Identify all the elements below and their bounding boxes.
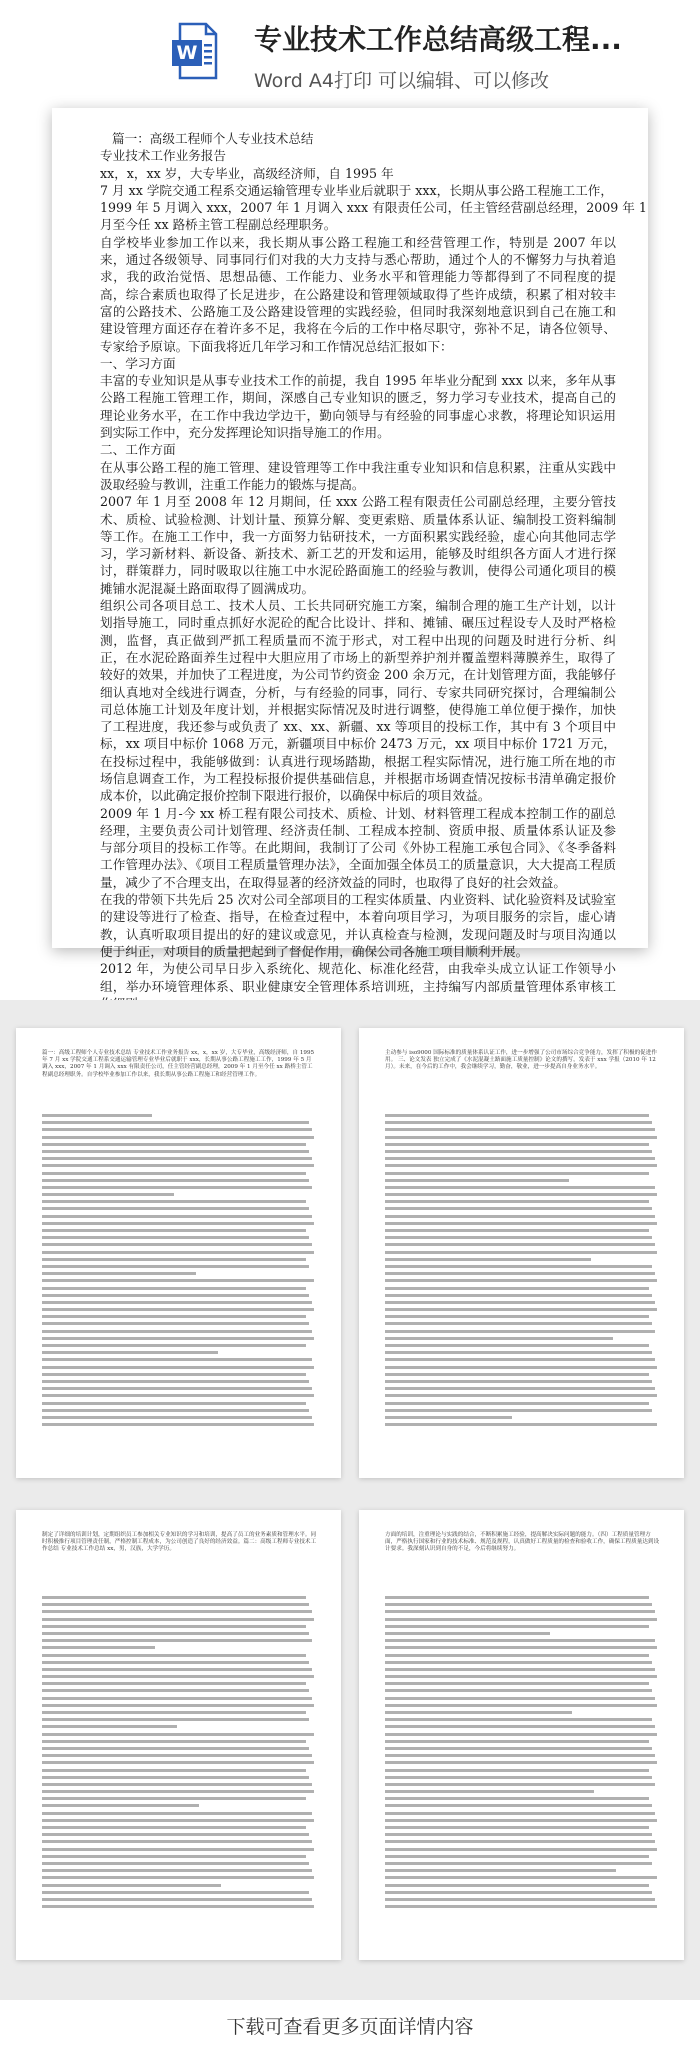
thumbnail-text-line	[42, 1855, 306, 1858]
thumbnail-text-line	[385, 1114, 649, 1117]
thumbnail-text-line	[42, 1358, 312, 1361]
thumbnail-text-lines	[385, 1114, 660, 1430]
thumbnail-text-line	[385, 1898, 655, 1901]
thumbnail-text-line	[42, 1157, 312, 1160]
thumbnail-text-line	[385, 1215, 655, 1218]
thumbnail-text-line	[42, 1172, 306, 1175]
thumbnail-text-line	[42, 1251, 314, 1254]
thumbnail-text-line	[385, 1618, 657, 1621]
thumbnail-text-line	[42, 1733, 314, 1736]
thumbnail-text-line	[385, 1366, 657, 1369]
thumbnail-text-line	[42, 1265, 309, 1268]
svg-text:W: W	[176, 42, 198, 64]
thumbnail-text-line	[42, 1136, 314, 1139]
thumbnail-text-line	[42, 1804, 199, 1807]
thumbnail-text-line	[42, 1164, 314, 1167]
thumbnail-text-line	[385, 1833, 652, 1836]
thumbnail-text-line	[385, 1711, 572, 1714]
thumbnail-text-line	[385, 1840, 655, 1843]
section-heading: 一、学习方面	[100, 355, 176, 371]
thumbnail-text: 主动参与 iso9000 国际标准的质量体系认证工作，进一步增强了公司市场综合竞争能力，发挥了积极的促进作用。 三、论文发表 独立完成了《水泥混凝土路面施工质量控制》论文的撰写，发表于 xxx 学报（2010 年 12 月）。未来，在今后的工作中，我会继续学习，勤奋，敬业，进一步提高自身业务水平。	[385, 1050, 657, 1071]
thumbnail-text: 篇一：高级工程师个人专业技术总结 专业技术工作业务报告 xx，x，xx 岁，大专毕业，高级经济师，自 1995 年 7 月 xx 学院交通工程系交通运输管理专业毕业后就职于 xxx，长期从事公路工程施工工作，1999 年 5 月调入 xxx，2007 年 1 月调入 xxx 有限责任公司，任主管经营副总经理，2009 年 1 月至今任 xx 路桥主管工程副总经理职务。自学校毕业参加工作以来，我长期从事公路工程施工和经营管理工作。	[42, 1050, 315, 1078]
thumbnail-text-line	[385, 1891, 652, 1894]
document-header	[0, 0, 700, 110]
thumbnail-text-line	[385, 1409, 652, 1412]
thumbnail-text-line	[385, 1251, 657, 1254]
thumbnail-text-line	[385, 1358, 655, 1361]
thumbnail-text-line	[385, 1718, 652, 1721]
thumbnail-text-line	[385, 1747, 652, 1750]
thumbnail-text-line	[385, 1164, 657, 1167]
thumbnail-text-line	[42, 1869, 312, 1872]
thumbnail-text-line	[42, 1754, 312, 1757]
thumbnail-text-line	[42, 1416, 312, 1419]
thumbnail-text-line	[42, 1718, 309, 1721]
thumbnail-text-lines	[42, 1114, 317, 1430]
thumbnail-text-line	[385, 1294, 652, 1297]
thumbnail-text-line	[42, 1826, 306, 1829]
thumbnail-text-line	[385, 1639, 655, 1642]
thumbnail-text-line	[385, 1229, 649, 1232]
thumbnail-text-line	[42, 1704, 314, 1707]
document-line: 7 月 xx 学院交通工程系交通运输管理专业毕业后就职于 xxx，长期从事公路工程施工工作，	[100, 182, 613, 198]
thumbnail-text-line	[385, 1819, 657, 1822]
thumbnail-text-line	[42, 1761, 314, 1764]
thumbnail-text-line	[385, 1776, 652, 1779]
thumbnail-text-line	[385, 1884, 649, 1887]
thumbnail-text-line	[42, 1380, 309, 1383]
thumbnail-text-line	[385, 1646, 657, 1649]
thumbnail-text-line	[385, 1186, 655, 1189]
page-thumbnails-area	[0, 1000, 700, 2000]
thumbnail-text-line	[385, 1790, 594, 1793]
thumbnail-text-line	[385, 1179, 569, 1182]
thumbnail-text-line	[385, 1351, 652, 1354]
thumbnail-text-line	[42, 1373, 306, 1376]
thumbnail-text-line	[42, 1301, 312, 1304]
thumbnail-text-line	[42, 1222, 314, 1225]
thumbnail-text-line	[42, 1711, 306, 1714]
thumbnail-text-line	[385, 1301, 655, 1304]
thumbnail-text-line	[385, 1812, 655, 1815]
thumbnail-text-line	[385, 1279, 657, 1282]
thumbnail-text-line	[42, 1143, 306, 1146]
thumbnail-text-line	[385, 1826, 649, 1829]
thumbnail-text-line	[385, 1603, 652, 1606]
thumbnail-text-line	[42, 1258, 306, 1261]
document-paragraph: 在我的带领下共先后 25 次对公司全部项目的工程实体质量、内业资料、试化验资料及试验室的建设等进行了检查、指导，在检查过程中，本着向项目学习，为项目服务的宗旨，虚心请教，认真听取项目提出的好的建议或意见，并认真检查与检测，发现问题及时与项目沟通以便于纠正，对项目的质量把起到了督促作用，确保公司各施工项目顺利开展。	[100, 892, 616, 959]
document-heading: 篇一：高级工程师个人专业技术总结	[112, 131, 314, 146]
view-more-link[interactable]: 下载可查看更多页面详情内容	[226, 2016, 474, 2038]
thumbnail-text-line	[385, 1387, 655, 1390]
thumbnail-text-line	[42, 1769, 306, 1772]
thumbnail-text-line	[42, 1200, 306, 1203]
thumbnail-text-line	[385, 1769, 649, 1772]
thumbnail-text-line	[385, 1733, 657, 1736]
thumbnail-text-line	[42, 1740, 306, 1743]
thumbnail-text-line	[385, 1761, 657, 1764]
footer	[0, 2000, 700, 2046]
thumbnail-text-line	[42, 1833, 309, 1836]
thumbnail-text-line	[42, 1272, 196, 1275]
thumbnail-text-line	[42, 1891, 309, 1894]
thumbnail-text-line	[385, 1272, 655, 1275]
thumbnail-text-line	[385, 1394, 657, 1397]
thumbnail-text-line	[42, 1675, 314, 1678]
page-thumbnail[interactable]	[16, 1510, 341, 1960]
thumbnail-text-line	[385, 1150, 652, 1153]
document-line: 月至今任 xx 路桥主管工程副总经理职务。	[100, 217, 337, 233]
document-paragraph: 组织公司各项目总工、技术人员、工长共同研究施工方案，编制合理的施工生产计划，以计划指导施工，同时重点抓好水泥砼的配合比设计、拌和、摊铺、碾压过程设专人及时严格检测，监督，真正做到严抓工程质量而不流于形式，对工程中出现的问题及时进行分析、纠正，在水泥砼路面养生过程中大胆应用了市场上的新型养护剂并覆盖塑料薄膜养生，取得了较好的效果，并加快了工程进度，为公司节约资金 200 余万元，在计划管理方面，我能够仔细认真地对全线进行调查，分析，与有经验的同事，同行、专家共同研究探讨，合理编制公司总体施工计划及年度计划，并根据实际情况及时进行调整，使得施工单位便于操作，加快了工程进度，我还参与或负责了 xx、xx、新疆、xx 等项目的投标工作，其中有 3 个项目中标，xx 项目中标价 1068 万元，新疆项目中标价 2473 万元，xx 项目中标价 1721 万元，在投标过程中，我能够做到：认真进行现场踏勘，根据工程实际情况，进行施工所在地的市场信息调查工作，为工程投标报价提供基础信息，并根据市场调查情况按标书清单确定报价成本价，以此确定报价控制下限进行报价，以确保中标后的项目效益。	[100, 598, 616, 804]
thumbnail-text-line	[42, 1646, 155, 1649]
thumbnail-text-line	[42, 1682, 306, 1685]
document-paragraph: 2009 年 1 月-今 xx 桥工程有限公司技术、质检、计划、材料管理工程成本控制工作的副总经理，主要负责公司计划管理、经济责任制、工程成本控制、资质申报、质量体系认证及参与部分项目的投标工作等。在此期间，我制订了公司《外协工程施工承包合同》、《冬季备料工作管理办法》、《项目工程质量管理办法》，全面加强全体员工的质量意识，大大提高工程质量，减少了不合理支出，在取得显著的经济效益的同时，也取得了良好的社会效益。	[100, 805, 616, 890]
thumbnail-text-line	[42, 1409, 309, 1412]
thumbnail-text-line	[385, 1869, 616, 1872]
section-heading: 二、工作方面	[100, 442, 176, 458]
thumbnail-text-line	[385, 1308, 657, 1311]
thumbnail-text-line	[42, 1790, 314, 1793]
thumbnail-text-line	[42, 1279, 314, 1282]
thumbnail-text-line	[42, 1128, 312, 1131]
thumbnail-text-line	[385, 1661, 652, 1664]
thumbnail-text-line	[42, 1337, 314, 1340]
thumbnail-text-line	[42, 1366, 314, 1369]
thumbnail-text-line	[42, 1862, 309, 1865]
thumbnail-text-line	[42, 1179, 309, 1182]
thumbnail-text-line	[385, 1783, 655, 1786]
thumbnail-text-line	[385, 1675, 657, 1678]
thumbnail-text-line	[385, 1143, 649, 1146]
thumbnail-text-line	[42, 1876, 314, 1879]
document-line: xx，x，xx 岁，大专毕业，高级经济师，自 1995 年	[100, 165, 394, 181]
document-subtitle: Word A4打印 可以编辑、可以修改	[254, 70, 550, 92]
thumbnail-text-line	[42, 1294, 309, 1297]
document-line: 专业技术工作业务报告	[100, 148, 226, 164]
thumbnail-text-line	[385, 1423, 657, 1426]
thumbnail-text-lines	[385, 1596, 660, 1912]
thumbnail-text-line	[385, 1862, 652, 1865]
thumbnail-text-line	[385, 1596, 649, 1599]
thumbnail-text-line	[385, 1754, 655, 1757]
thumbnail-text-line	[42, 1287, 306, 1290]
thumbnail-text-line	[42, 1776, 309, 1779]
thumbnail-text-line	[42, 1150, 309, 1153]
document-line: 1999 年 5 月调入 xxx，2007 年 1 月调入 xxx 有限责任公司，任主管经营副总经理，2009 年 1	[100, 200, 647, 216]
thumbnail-text-line	[42, 1351, 218, 1354]
thumbnail-text-line	[385, 1668, 655, 1671]
thumbnail-text-line	[385, 1704, 657, 1707]
thumbnail-text-line	[42, 1193, 174, 1196]
thumbnail-text-line	[385, 1157, 655, 1160]
thumbnail-text-line	[385, 1689, 652, 1692]
thumbnail-text-line	[385, 1876, 657, 1879]
thumbnail-text-line	[385, 1804, 652, 1807]
thumbnail-text-line	[42, 1639, 312, 1642]
thumbnail-text-line	[385, 1697, 655, 1700]
thumbnail-text-line	[42, 1819, 314, 1822]
thumbnail-text-line	[385, 1322, 652, 1325]
thumbnail-text-line	[385, 1654, 649, 1657]
page-thumbnail[interactable]	[16, 1028, 341, 1478]
thumbnail-text-line	[385, 1265, 652, 1268]
thumbnail-text-line	[42, 1884, 221, 1887]
thumbnail-text: 制定了详细的培训计划，定期组织员工参加相关专业知识的学习和培训，提高了员工的业务素质和管理水平。同时积极推行项目管理责任制，严格控制工程成本，为公司创造了良好的经济效益。篇二：高级工程师专业技术工作总结 专业技术工作总结 xx，男，汉族，大学学历。	[42, 1532, 317, 1553]
document-paragraph: 在从事公路工程的施工管理、建设管理等工作中我注重专业知识和信息积累，注重从实践中汲取经验与教训，注重工作能力的锻炼与提高。	[100, 459, 616, 492]
thumbnail-text-line	[385, 1258, 591, 1261]
thumbnail-text-line	[385, 1243, 655, 1246]
thumbnail-text-line	[42, 1236, 309, 1239]
document-title: 专业技术工作总结高级工程...	[254, 23, 622, 56]
page-thumbnail[interactable]	[359, 1028, 684, 1478]
thumbnail-text-line	[42, 1344, 306, 1347]
thumbnail-text-line	[385, 1848, 657, 1851]
thumbnail-text-line	[385, 1373, 649, 1376]
thumbnail-text-line	[42, 1618, 314, 1621]
thumbnail-text-lines	[42, 1596, 317, 1912]
thumbnail-text-line	[42, 1315, 306, 1318]
thumbnail-text-line	[385, 1682, 649, 1685]
thumbnail-text-line	[385, 1632, 550, 1635]
document-paragraph: 自学校毕业参加工作以来，我长期从事公路工程施工和经营管理工作，特别是 2007 年以来，通过各级领导、同事同行们对我的大力支持与悉心帮助，通过个人的不懈努力与执着追求，我的政治觉悟、思想品德、工作能力、业务水平和管理能力等都得到了不同程度的提高，综合素质也取得了长足进步，在公路建设和管理领域取得了些许成绩，积累了相对较丰富的公路技术、公路施工及公路建设管理的实践经验，但同时我深刻地意识到自己在施工和建设管理方面还存在着许多不足，我将在今后的工作中格尽职守，弥补不足，请各位领导、专家给予原谅。下面我将近几年学习和工作情况总结汇报如下：	[100, 234, 616, 354]
thumbnail-text-line	[385, 1416, 512, 1419]
thumbnail-text-line	[42, 1322, 309, 1325]
thumbnail-text-line	[42, 1603, 309, 1606]
thumbnail-text-line	[385, 1402, 649, 1405]
thumbnail-text-line	[42, 1697, 312, 1700]
thumbnail-text-line	[385, 1200, 649, 1203]
document-paragraph: 丰富的专业知识是从事专业技术工作的前提，我自 1995 年毕业分配到 xxx 以来，多年从事公路工程施工管理工作，期间，深感自己专业知识的匮乏，努力学习专业技术，提高自己的理论业务水平，在工作中我边学边干，勤向领导与有经验的同事虚心求教，将理论知识运用到实际工作中，充分发挥理论知识指导施工的作用。	[100, 373, 616, 441]
thumbnail-text-line	[42, 1654, 306, 1657]
thumbnail-text-line	[42, 1625, 306, 1628]
thumbnail-text-line	[42, 1423, 314, 1426]
thumbnail-text-line	[385, 1740, 649, 1743]
thumbnail-text-line	[42, 1207, 309, 1210]
thumbnail-text: 方面的培训，注重理论与实践的结合，不断积累施工经验，提高解决实际问题的能力。（四）工程质量管理方面，严格执行国家和行业的技术标准、规范及规程，认真做好工程质量的检查和验收工作，确保工程质量达到设计要求。我深刻认识到自身的不足，今后将继续努力。	[385, 1532, 660, 1553]
thumbnail-text-line	[385, 1121, 652, 1124]
thumbnail-text-line	[385, 1207, 652, 1210]
thumbnail-text-line	[42, 1848, 314, 1851]
thumbnail-text-line	[42, 1330, 312, 1333]
word-document-icon	[172, 22, 218, 80]
thumbnail-text-line	[385, 1725, 655, 1728]
thumbnail-text-line	[385, 1136, 657, 1139]
thumbnail-text-line	[42, 1186, 312, 1189]
thumbnail-text-line	[42, 1725, 177, 1728]
thumbnail-text-line	[385, 1344, 649, 1347]
thumbnail-text-line	[385, 1172, 649, 1175]
thumbnail-text-line	[42, 1387, 312, 1390]
thumbnail-text-line	[385, 1610, 655, 1613]
thumbnail-text-line	[385, 1287, 649, 1290]
thumbnail-text-line	[42, 1783, 312, 1786]
thumbnail-text-line	[42, 1898, 312, 1901]
thumbnail-text-line	[385, 1330, 655, 1333]
thumbnail-text-line	[42, 1610, 312, 1613]
thumbnail-text-line	[42, 1215, 312, 1218]
thumbnail-text-line	[42, 1812, 312, 1815]
thumbnail-text-line	[385, 1855, 649, 1858]
thumbnail-text-line	[42, 1229, 306, 1232]
document-paragraph: 2012 年，为使公司早日步入系统化、规范化、标准化经营，由我牵头成立认证工作领导小组，举办环境管理体系、职业健康安全管理体系培训班，主持编写内部质量管理体系审核工	[100, 961, 616, 994]
document-paragraph: 2007 年 1 月至 2008 年 12 月期间，任 xxx 公路工程有限责任公司副总经理，主要分管技术、质检、试验检测、计划计量、预算分解、变更索赔、质量体系认证、编制投工资料编制等工作。在施工工作中，我一方面努力钻研技术，一方面积累实践经验，虚心向其他同志学习，学习新材料、新设备、新技术、新工艺的开发和运用，能够及时组织各方面人才进行探讨，群策群力，同时吸取以往施工中水泥砼路面施工的经验与教训，使得公司通化项目的模摊铺水泥混凝土路面取得了圆满成功。	[100, 494, 616, 596]
thumbnail-text-line	[385, 1625, 649, 1628]
thumbnail-text-line	[385, 1128, 655, 1131]
document-body	[100, 130, 647, 1012]
thumbnail-text-line	[42, 1840, 312, 1843]
thumbnail-text-line	[385, 1380, 652, 1383]
thumbnail-text-line	[385, 1905, 657, 1908]
thumbnail-text-line	[42, 1243, 312, 1246]
thumbnail-text-line	[42, 1668, 312, 1671]
thumbnail-text-line	[42, 1905, 314, 1908]
thumbnail-text-line	[42, 1596, 306, 1599]
thumbnail-text-line	[42, 1121, 309, 1124]
thumbnail-text-line	[42, 1632, 309, 1635]
thumbnail-text-line	[42, 1689, 309, 1692]
main-page-preview[interactable]	[52, 108, 648, 994]
thumbnail-text-line	[42, 1747, 309, 1750]
thumbnail-text-line	[385, 1337, 613, 1340]
thumbnail-text-line	[385, 1222, 657, 1225]
thumbnail-text-line	[385, 1236, 652, 1239]
thumbnail-text-line	[42, 1402, 306, 1405]
thumbnail-text-line	[42, 1797, 306, 1800]
thumbnail-text-line	[385, 1193, 657, 1196]
thumbnail-text-line	[385, 1315, 649, 1318]
thumbnail-text-line	[42, 1661, 309, 1664]
thumbnail-text-line	[385, 1797, 649, 1800]
thumbnail-text-line	[42, 1308, 314, 1311]
thumbnail-text-line	[42, 1114, 152, 1117]
page-thumbnail[interactable]	[359, 1510, 684, 1960]
thumbnail-text-line	[42, 1394, 314, 1397]
